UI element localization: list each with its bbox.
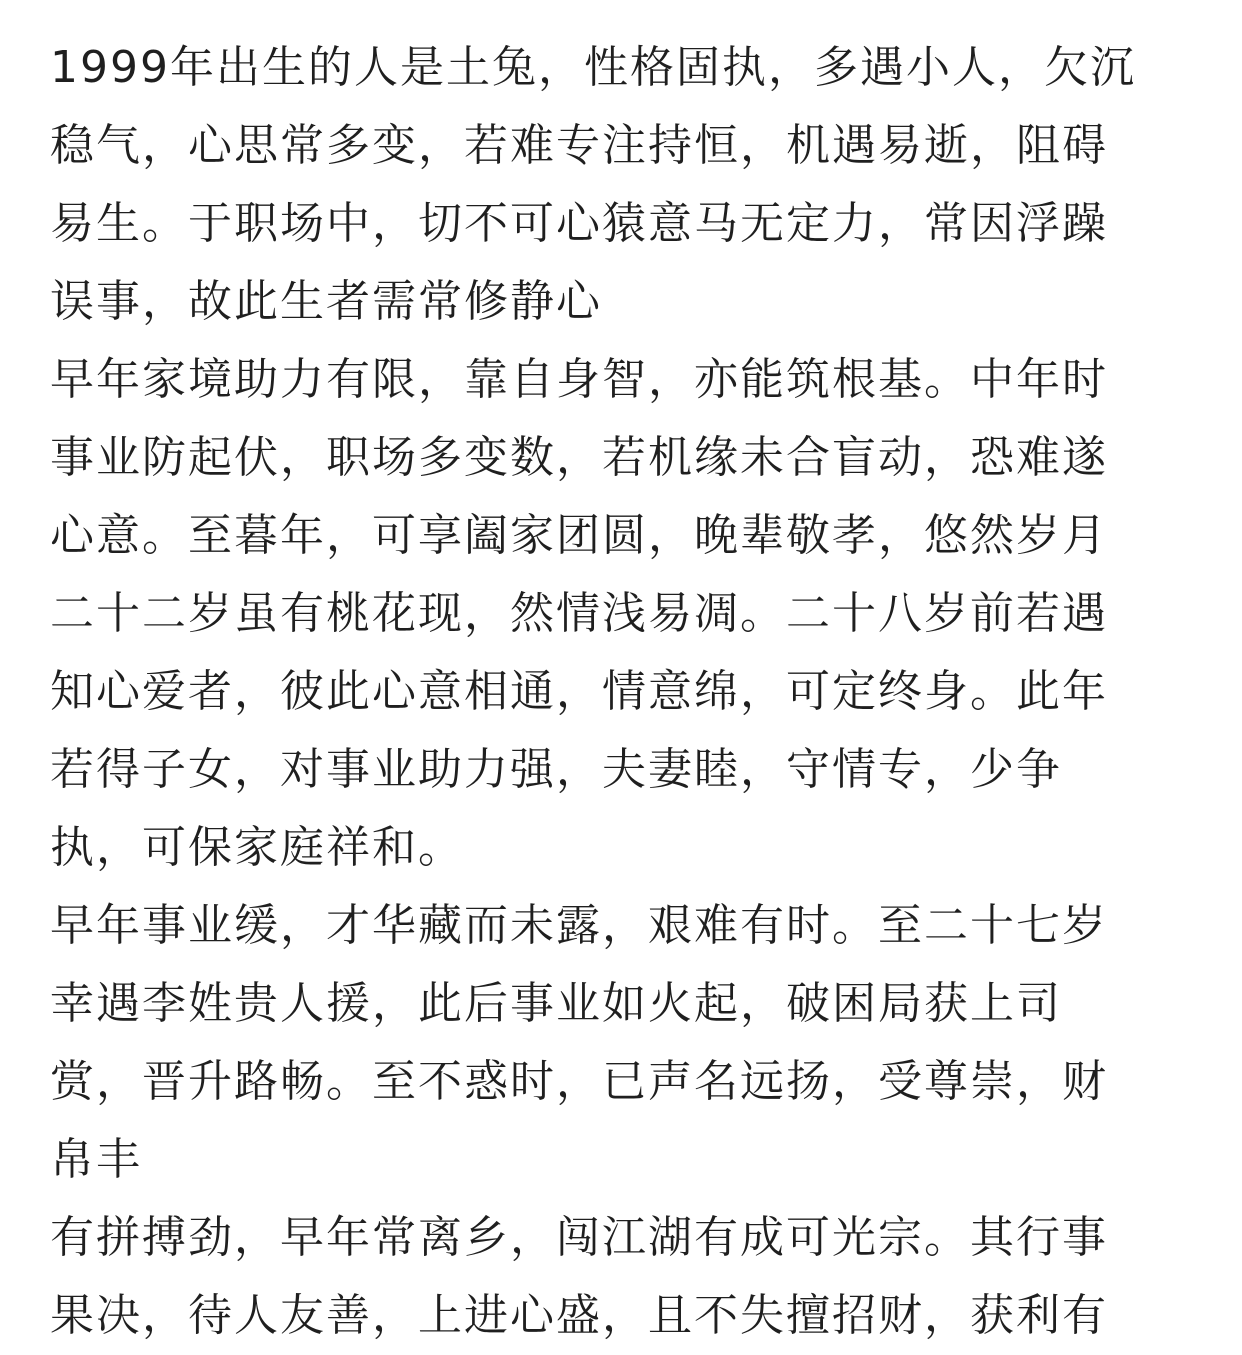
text-line: 早年事业缓，才华藏而未露，艰难有时。至二十七岁 bbox=[50, 900, 1108, 951]
text-line: 二十二岁虽有桃花现，然情浅易凋。二十八岁前若遇 bbox=[50, 588, 1108, 639]
text-line: 事业防起伏，职场多变数，若机缘未合盲动，恐难遂 bbox=[50, 432, 1108, 483]
text-line: 易生。于职场中，切不可心猿意马无定力，常因浮躁 bbox=[50, 198, 1108, 249]
text-line: 帛丰 bbox=[50, 1134, 142, 1185]
text-line: 果决，待人友善，上进心盛，且不失擅招财，获利有 bbox=[50, 1290, 1108, 1341]
text-line: 1999年出生的人是土兔，性格固执，多遇小人，欠沉 bbox=[50, 42, 1136, 93]
text-line: 执，可保家庭祥和。 bbox=[50, 822, 464, 873]
text-line: 误事，故此生者需常修静心 bbox=[50, 276, 602, 327]
text-line: 有拼搏劲，早年常离乡，闯江湖有成可光宗。其行事 bbox=[50, 1212, 1108, 1263]
text-line: 心意。至暮年，可享阖家团圆，晚辈敬孝，悠然岁月 bbox=[50, 510, 1108, 561]
text-line: 稳气，心思常多变，若难专注持恒，机遇易逝，阻碍 bbox=[50, 120, 1108, 171]
text-line: 赏，晋升路畅。至不惑时，已声名远扬，受尊崇，财 bbox=[50, 1056, 1108, 1107]
text-line: 早年家境助力有限，靠自身智，亦能筑根基。中年时 bbox=[50, 354, 1108, 405]
text-line: 若得子女，对事业助力强，夫妻睦，守情专，少争 bbox=[50, 744, 1062, 795]
text-line: 幸遇李姓贵人援，此后事业如火起，破困局获上司 bbox=[50, 978, 1062, 1029]
text-line: 知心爱者，彼此心意相通，情意绵，可定终身。此年 bbox=[50, 666, 1108, 717]
